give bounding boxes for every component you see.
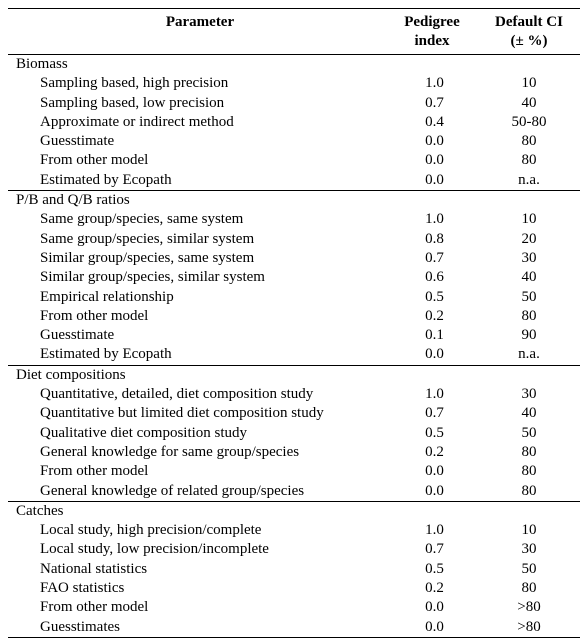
parameter-cell: General knowledge of related group/species (40, 482, 305, 499)
table-row (8, 598, 580, 617)
pedigree-cell: 0.0 (425, 152, 444, 169)
pedigree-cell: 0.2 (425, 580, 444, 597)
parameter-cell: Estimated by Ecopath (40, 346, 172, 363)
pedigree-cell: 0.8 (425, 230, 444, 247)
table-row (8, 113, 580, 132)
header-pedigree-index (392, 13, 472, 51)
parameter-cell: Similar group/species, same system (40, 249, 255, 266)
pedigree-cell: 0.0 (425, 599, 444, 616)
ci-cell: 50 (521, 288, 537, 305)
ci-cell: n.a. (518, 346, 540, 363)
table-row (8, 74, 580, 93)
pedigree-cell: 0.7 (425, 541, 444, 558)
ci-cell: 80 (521, 152, 537, 169)
ci-cell: 40 (521, 405, 537, 422)
header-pedigree-line2: index (414, 33, 450, 49)
parameter-cell: Approximate or indirect method (40, 113, 234, 130)
ci-cell: 80 (521, 443, 537, 460)
pedigree-cell: 0.5 (425, 288, 444, 305)
pedigree-cell: 0.7 (425, 249, 444, 266)
table-row (8, 521, 580, 540)
parameter-cell: Sampling based, high precision (40, 75, 229, 92)
table-row (8, 618, 580, 637)
table-row (8, 385, 580, 404)
header-default-ci (478, 13, 580, 51)
ci-cell: >80 (517, 599, 541, 616)
parameter-cell: Local study, low precision/incomplete (40, 541, 269, 558)
header-pedigree-line1: Pedigree (404, 14, 460, 30)
pedigree-cell: 1.0 (425, 211, 444, 228)
ci-cell: 40 (521, 94, 537, 111)
header-ci-line2: (± %) (510, 33, 548, 49)
table-section (8, 366, 580, 502)
ci-cell: n.a. (518, 171, 540, 188)
table-row (8, 288, 580, 307)
table-row (8, 482, 580, 501)
table-row (8, 151, 580, 170)
table-row (8, 462, 580, 481)
pedigree-cell: 0.7 (425, 405, 444, 422)
parameter-cell: Qualitative diet composition study (40, 424, 248, 441)
table-row (8, 579, 580, 598)
parameter-cell: Same group/species, similar system (40, 230, 255, 247)
header-parameter (8, 13, 392, 32)
section-title: Diet compositions (16, 366, 126, 383)
parameter-cell: General knowledge for same group/species (40, 443, 300, 460)
parameter-cell: Guesstimates (40, 618, 120, 635)
table-section (8, 502, 580, 638)
ci-cell: 30 (521, 386, 537, 403)
table-row (8, 540, 580, 559)
parameter-cell: From other model (40, 307, 149, 324)
ci-cell: >80 (517, 618, 541, 635)
ci-cell: 10 (521, 75, 537, 92)
header-ci-line1: Default CI (495, 14, 563, 30)
ci-cell: 80 (521, 133, 537, 150)
table-section (8, 55, 580, 191)
pedigree-cell: 0.5 (425, 424, 444, 441)
pedigree-table (8, 8, 580, 638)
ci-cell: 90 (521, 327, 537, 344)
ci-cell: 80 (521, 580, 537, 597)
section-title: Biomass (16, 56, 68, 72)
pedigree-cell: 0.5 (425, 560, 444, 577)
pedigree-cell: 0.0 (425, 133, 444, 150)
pedigree-cell: 0.2 (425, 307, 444, 324)
table-body (8, 55, 580, 638)
table-row (8, 443, 580, 462)
parameter-cell: Guesstimate (40, 327, 115, 344)
header-parameter-label: Parameter (165, 14, 235, 30)
ci-cell: 80 (521, 482, 537, 499)
ci-cell: 20 (521, 230, 537, 247)
table-row (8, 326, 580, 345)
parameter-cell: Empirical relationship (40, 288, 174, 305)
ci-cell: 10 (521, 522, 537, 539)
pedigree-cell: 0.0 (425, 346, 444, 363)
parameter-cell: Estimated by Ecopath (40, 171, 172, 188)
ci-cell: 10 (521, 211, 537, 228)
ci-cell: 40 (521, 269, 537, 286)
parameter-cell: Local study, high precision/complete (40, 522, 262, 539)
parameter-cell: From other model (40, 463, 149, 480)
table-row (8, 560, 580, 579)
parameter-cell: FAO statistics (40, 580, 125, 597)
table-row (8, 171, 580, 190)
table-row (8, 424, 580, 443)
table-row (8, 268, 580, 287)
parameter-cell: Quantitative, detailed, diet composition study (40, 386, 314, 403)
table-row (8, 404, 580, 423)
parameter-cell: Guesstimate (40, 133, 115, 150)
table-row (8, 94, 580, 113)
pedigree-cell: 0.1 (425, 327, 444, 344)
pedigree-cell: 0.7 (425, 94, 444, 111)
pedigree-cell: 1.0 (425, 75, 444, 92)
table-row (8, 307, 580, 326)
parameter-cell: Same group/species, same system (40, 211, 244, 228)
table-row (8, 345, 580, 364)
parameter-cell: Similar group/species, similar system (40, 269, 265, 286)
table-row (8, 230, 580, 249)
table-section (8, 191, 580, 366)
ci-cell: 80 (521, 463, 537, 480)
parameter-cell: National statistics (40, 560, 148, 577)
section-title: Catches (16, 502, 64, 519)
pedigree-cell: 0.4 (425, 113, 444, 130)
pedigree-cell: 0.0 (425, 618, 444, 635)
ci-cell: 50 (521, 424, 537, 441)
pedigree-cell: 1.0 (425, 522, 444, 539)
table-header (8, 8, 580, 55)
pedigree-cell: 0.0 (425, 482, 444, 499)
parameter-cell: Sampling based, low precision (40, 94, 225, 111)
table-row (8, 132, 580, 151)
pedigree-cell: 0.0 (425, 171, 444, 188)
parameter-cell: From other model (40, 152, 149, 169)
ci-cell: 50 (521, 560, 537, 577)
ci-cell: 80 (521, 307, 537, 324)
pedigree-cell: 0.0 (425, 463, 444, 480)
parameter-cell: From other model (40, 599, 149, 616)
ci-cell: 50-80 (511, 113, 547, 130)
pedigree-cell: 1.0 (425, 386, 444, 403)
parameter-cell: Quantitative but limited diet composition study (40, 405, 324, 422)
section-title: P/B and Q/B ratios (16, 192, 130, 209)
table-row (8, 249, 580, 268)
ci-cell: 30 (521, 249, 537, 266)
pedigree-cell: 0.6 (425, 269, 444, 286)
ci-cell: 30 (521, 541, 537, 558)
table-row (8, 210, 580, 229)
pedigree-cell: 0.2 (425, 443, 444, 460)
